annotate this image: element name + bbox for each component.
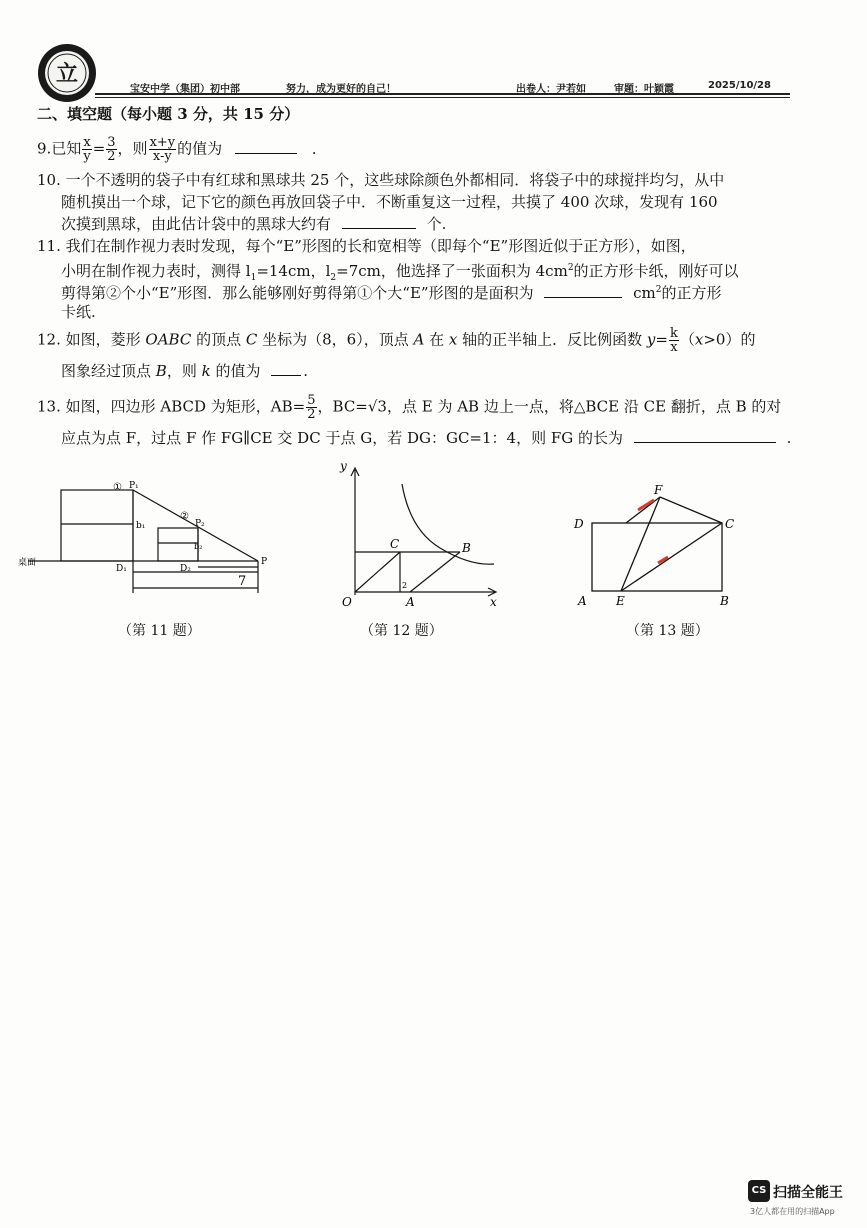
fig11-label-desk: 桌面	[18, 558, 37, 568]
exam-author: 出卷人：尹若如	[516, 84, 586, 95]
section-title: 二、填空题（每小题 3 分，共 15 分）	[37, 105, 300, 123]
fig11-label-b2: b₂	[194, 542, 203, 551]
fig13-label-f: F	[654, 483, 663, 497]
q9-frac-3-2: $\frac{3}{2}$	[107, 135, 116, 164]
q10-line-3: 次摸到黑球，由此估计袋中的黑球大约有 个.	[61, 215, 447, 233]
fig12-label-x: x	[490, 595, 497, 609]
q9-answer-blank[interactable]	[235, 139, 297, 154]
q13-line-2: 应点为点 F，过点 F 作 FG∥CE 交 DC 于点 G，若 DG：GC=1：4，则 FG 的长为 .	[61, 429, 792, 447]
fig11-label-p1: P₁	[129, 481, 139, 491]
header-rule	[95, 93, 790, 95]
fig11-label-p: P	[261, 557, 268, 567]
fig12-label-c: C	[390, 537, 400, 551]
fig11-label-c1: ①	[113, 482, 122, 493]
q12-answer-blank[interactable]	[271, 361, 301, 376]
fig13-caption: （第 13 题）	[626, 623, 709, 639]
school-logo	[36, 42, 98, 104]
q10-line-2: 随机摸出一个球，记下它的颜色再放回袋子中．不断重复这一过程，共摸了 400 次球，发现有 160	[61, 193, 718, 211]
q9-text: 已知	[51, 139, 82, 158]
fig13-label-e: E	[616, 594, 625, 608]
logo-char: 立	[55, 61, 79, 87]
school-motto: 努力，成为更好的自己！	[286, 84, 396, 95]
fig11-label-d2: D₂	[180, 564, 191, 574]
exam-reviewer: 审题：叶颖霞	[614, 84, 674, 95]
fig11-label-d1: D₁	[116, 564, 127, 574]
q13-frac-5-2: $\frac{5}{2}$	[307, 393, 316, 422]
header-rule-thin	[95, 97, 790, 98]
q9-frac-x-y: $\frac{x}{y}$	[83, 135, 91, 164]
fig12-label-y: y	[340, 460, 347, 473]
exam-date: 2025/10/28	[708, 80, 771, 91]
q11-line-1: 11. 我们在制作视力表时发现，每个“E”形图的长和宽相等（即每个“E”形图近似于正方形），如图，	[37, 237, 696, 255]
fig12-label-note: 2	[402, 581, 408, 590]
fig11-label-b1: b₁	[136, 521, 146, 531]
fig11-label-c2: ②	[180, 511, 189, 522]
fig12-label-o: O	[342, 595, 352, 609]
fig11-label-p2: P₂	[195, 519, 205, 529]
fig11-label-note: 7	[238, 574, 247, 589]
fig12-label-b: B	[462, 541, 471, 555]
fig13-red-marks	[638, 500, 668, 563]
q10-answer-blank[interactable]	[342, 214, 416, 229]
figure-11	[18, 460, 288, 610]
fig12-caption: （第 12 题）	[360, 623, 443, 639]
q10-line-1: 10. 一个不透明的袋子中有红球和黑球共 25 个，这些球除颜色外都相同．将袋子中的球搅拌均匀，从中	[37, 171, 725, 189]
q11-answer-blank[interactable]	[544, 283, 622, 298]
scanner-logo-icon: CS	[748, 1180, 770, 1202]
fig13-label-c: C	[725, 517, 735, 531]
scanner-app-name: 扫描全能王	[773, 1185, 843, 1201]
q9-frac-expr: $\frac{x+y}{x-y}$	[149, 135, 176, 164]
q12-frac-k-x: $\frac{k}{x}$	[669, 326, 678, 355]
figure-12	[310, 460, 510, 610]
scanner-tagline: 3亿人都在用的扫描App	[750, 1207, 835, 1216]
fig13-label-a: A	[578, 594, 587, 608]
q11-line-3: 剪得第②个小“E”形图．那么能够刚好剪得第①个大“E”形图的是面积为 $cm^2$的正方形	[61, 284, 722, 302]
q13-line-1: 13. 如图，四边形 ABCD 为矩形，AB= $\frac{5}{2}$ ，BC=√3，点 E 为 AB 边上一点，将△BCE 沿 CE 翻折，点 B 的对	[37, 393, 782, 422]
q13-answer-blank[interactable]	[634, 428, 776, 443]
fig13-label-b: B	[720, 594, 729, 608]
q12-line-2: 图象经过顶点 B，则 k 的值为 .	[61, 362, 309, 380]
fig11-caption: （第 11 题）	[118, 623, 201, 639]
q9-number: 9.	[37, 139, 52, 158]
q12-line-1: 12. 如图，菱形 OABC 的顶点 C 坐标为（8，6），顶点 A 在 x 轴的正半轴上．反比例函数 y= $\frac{k}{x}$ （x>0）的	[37, 326, 756, 355]
fig13-label-d: D	[574, 517, 584, 531]
figure-13	[568, 460, 748, 610]
school-name: 宝安中学（集团）初中部	[130, 84, 240, 95]
q11-line-2: 小明在制作视力表时，测得 $l_1=14cm$，$l_2=7cm$，他选择了一张面积为 $4cm^2$的正方形卡纸，刚好可以	[61, 262, 739, 283]
q11-line-4: 卡纸.	[61, 303, 96, 321]
fig12-label-a: A	[406, 595, 415, 609]
question-9: 9.已知 $\frac{x}{y}$ = $\frac{3}{2}$ ，则 $\frac{x+y}{x-y}$ 的值为 .	[37, 135, 317, 164]
